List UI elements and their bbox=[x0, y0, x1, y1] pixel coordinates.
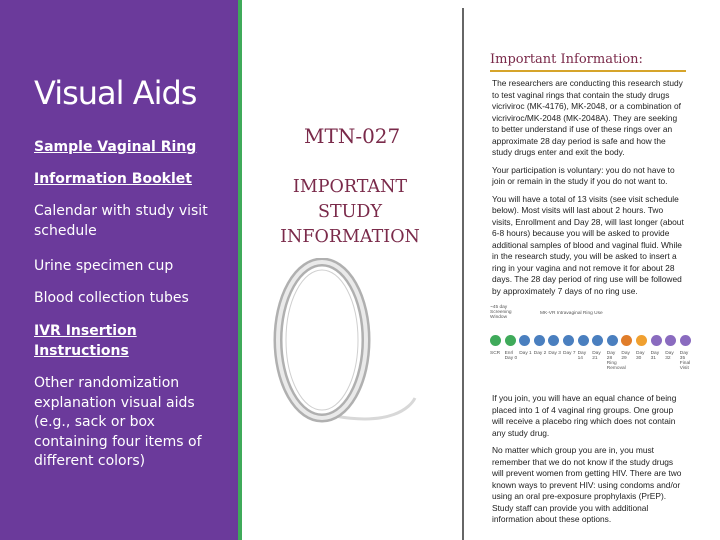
timeline-label: SCR bbox=[490, 351, 501, 356]
info-paragraph: No matter which group you are in, you must remember that we do not know if the study drugs will prevent women from getting HIV. There are two known ways to prevent HIV: using condoms and/or using an oral pre-exposure prophylaxis (PrEP). Study staff can provide you with additional information about these options. bbox=[492, 445, 682, 524]
list-item-blood-tubes: Blood collection tubes bbox=[34, 290, 189, 306]
timeline-dot bbox=[665, 335, 676, 346]
timeline-dot bbox=[490, 335, 501, 346]
booklet-heading: IMPORTANT STUDY INFORMATION bbox=[280, 177, 420, 247]
page-divider bbox=[462, 8, 464, 540]
timeline-dot bbox=[680, 335, 691, 346]
timeline-label: Day 30 bbox=[636, 351, 645, 361]
timeline-label: Day 7 bbox=[563, 351, 576, 356]
timeline-dot bbox=[505, 335, 516, 346]
timeline-label: Day 31 bbox=[650, 351, 660, 361]
timeline-dots bbox=[490, 335, 691, 346]
timeline-dot bbox=[621, 335, 632, 346]
timeline-dot bbox=[519, 335, 530, 346]
info-paragraph: The researchers are conducting this research study to test vaginal rings that contain the study drugs vicriviroc (MK-4176), MK-2048, or a combination of vicriviroc/MK-2048 (MK-2048A). They are seeking to better understand if use of these rings over an approximate 28 day period is safe and how the study drugs enter and exit the body. bbox=[492, 78, 683, 157]
timeline-dot bbox=[607, 335, 618, 346]
important-info-section bbox=[490, 52, 691, 526]
timeline-dot bbox=[548, 335, 559, 346]
timeline-label: Day 2 bbox=[533, 351, 547, 356]
vaginal-ring-image bbox=[260, 258, 440, 428]
timeline-label: Day 1 bbox=[519, 351, 532, 356]
timeline-dot bbox=[534, 335, 545, 346]
timeline-label: Day 3 bbox=[548, 351, 561, 356]
timeline-dot bbox=[578, 335, 589, 346]
list-item-sample-ring[interactable]: Sample Vaginal Ring bbox=[34, 139, 197, 155]
slide-title: Visual Aids bbox=[34, 74, 197, 112]
booklet-cover bbox=[242, 0, 462, 540]
timeline-ring-use-label: MK-VR Intravaginal Ring Use bbox=[540, 311, 603, 316]
info-paragraph: If you join, you will have an equal chance of being placed into 1 of 4 vaginal ring groups. One group will receive a placebo ring which does not contain any study drug. bbox=[492, 393, 677, 438]
left-panel bbox=[0, 0, 238, 540]
timeline-screening-label: ~45 day Screening Window bbox=[490, 305, 512, 320]
timeline-label: Day 32 bbox=[665, 351, 674, 361]
timeline-label: Day 29 bbox=[621, 351, 630, 361]
info-paragraph: You will have a total of 13 visits (see visit schedule below). Most visits will last about 2 hours. Two visits, Enrollment and Day 28, will last longer (about 6-8 hours) because you will be asked to provide additional samples of blood and vaginal fluid. While in the research study, you will be asked to insert a ring in your vagina and not remove it for about 28 days. The 28 day period of ring use will be followed by approximately 7 days of no ring use. bbox=[492, 193, 684, 296]
list-item-calendar: Calendar with study visit schedule bbox=[34, 203, 208, 239]
study-id: MTN-027 bbox=[304, 124, 401, 148]
timeline-label: Day 28 Ring Removal bbox=[606, 351, 626, 371]
timeline-label: Day 35 Final Visit bbox=[679, 351, 691, 371]
info-paragraph: Your participation is voluntary: you do not have to join or remain in the study if you do not want to. bbox=[492, 164, 675, 186]
timeline-dot bbox=[563, 335, 574, 346]
list-item-urine-cup: Urine specimen cup bbox=[34, 258, 174, 274]
timeline-dot bbox=[636, 335, 647, 346]
timeline-dot bbox=[651, 335, 662, 346]
list-item-other-aids: Other randomization explanation visual aids (e.g., sack or box containing four items of different colors) bbox=[34, 375, 202, 469]
timeline-label: Day 14 bbox=[577, 351, 587, 361]
timeline-label: Day 21 bbox=[592, 351, 601, 361]
timeline-label: Enrl Day 0 bbox=[504, 351, 518, 361]
info-title: Important Information: bbox=[490, 52, 686, 72]
list-item-ivr-instructions[interactable]: IVR Insertion Instructions bbox=[34, 323, 137, 359]
list-item-info-booklet[interactable]: Information Booklet bbox=[34, 171, 192, 187]
visit-schedule-timeline bbox=[490, 303, 691, 387]
timeline-dot bbox=[592, 335, 603, 346]
